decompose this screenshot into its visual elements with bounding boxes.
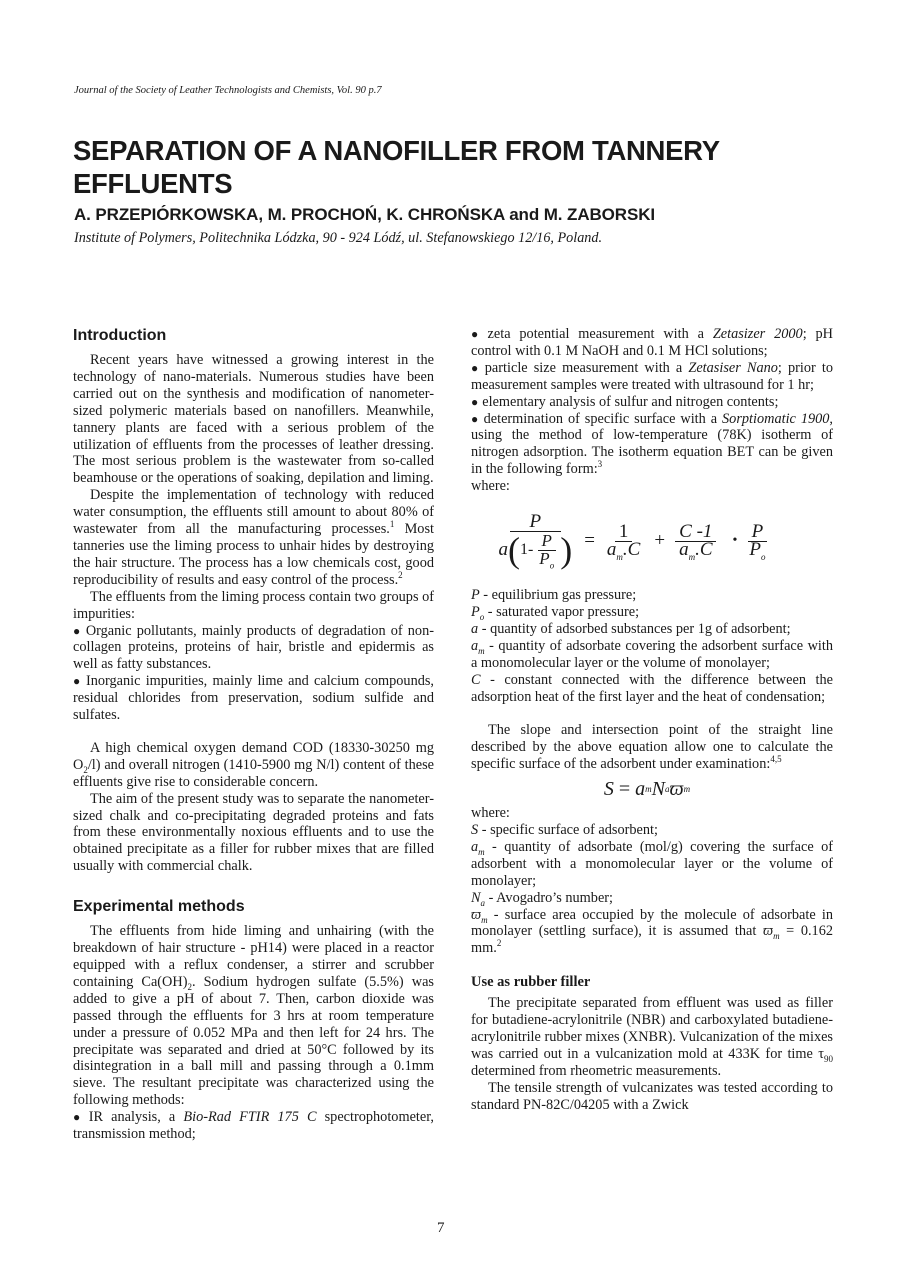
text-run: The effluents from hide liming and unhairing (with the breakdown of hair structure - pH14) were placed in a reactor equipped with a reflux condenser, a stirrer and scrubber containing Ca(OH) <box>73 923 434 990</box>
text-run: Despite the implementation of technology with reduced water consumption, the effluents still amount to about 80% of wastewater from all the manufacturing processes. <box>73 487 434 538</box>
paren-right: ) <box>560 530 573 571</box>
symbol: .C <box>622 538 641 560</box>
subscript: 90 <box>824 1053 833 1064</box>
subscript: 2 <box>83 764 88 775</box>
numerator: P <box>510 514 562 532</box>
text-run: The precipitate separated from effluent was used as filler for butadiene-acrylonitrile (NBR) and carboxylated butadiene-acrylonitrile rubber mixes (XNBR). Vulcanization of the mixes was carried out in a vulcanization mold at 433K for time τ <box>471 995 833 1062</box>
symbol: 1- <box>519 540 534 558</box>
bet-term-2 <box>675 520 716 562</box>
subscript: m <box>478 645 485 656</box>
method-bullet-specific-surface <box>471 411 833 479</box>
bet-definitions <box>471 587 833 705</box>
running-head: Journal of the Society of Leather Technologists and Chemists, Vol. 90 p.7 <box>74 85 382 96</box>
slope-paragraph <box>471 722 833 773</box>
right-column <box>471 326 833 1114</box>
text-run: IR analysis, a <box>88 1109 184 1126</box>
reference-2: 2 <box>496 938 502 949</box>
definition-omega <box>471 907 833 958</box>
article-title: SEPARATION OF A NANOFILLER FROM TANNERY EFFLUENTS <box>73 135 720 199</box>
subscript: m <box>481 914 488 925</box>
text-run: ; pH control with 0.1 M NaOH and 0.1 M HCl solutions; <box>471 326 833 359</box>
subscript: o <box>761 551 766 562</box>
text-run: /l) and overall nitrogen (1410-5900 mg N/l) content of these effluents give rise to considerable concern. <box>73 756 434 790</box>
text-run: A high chemical oxygen demand COD (18330-30250 mg O <box>73 739 434 773</box>
symbol: ϖ <box>471 906 482 923</box>
denominator <box>535 548 558 570</box>
text-run: , using the method of low-temperature (78K) isotherm of nitrogen adsorption. The isotherm equation BET can be given in the following form: <box>471 410 833 478</box>
text-run: spectrophotometer, transmission method; <box>73 1109 435 1143</box>
definition-S <box>471 822 833 839</box>
text-run: Most tanneries use the liming process to unhair hides by destroying the hair structure. The process has a low chemicals cost, good reproducibility of results and easy control of the process. <box>73 521 434 588</box>
definition-am <box>471 638 833 672</box>
page-number: 7 <box>437 1220 445 1236</box>
text-run: The slope and intersection point of the straight line described by the above equation allow one to calculate the specific surface of the adsorbent under examination: <box>471 722 833 773</box>
impurity-bullet-organic: ● Organic pollutants, mainly products of degradation of non-collagen proteins, proteins of hair, bristle and epidermis as well as fatty substances. <box>73 623 434 674</box>
symbol: a <box>679 538 689 560</box>
text-run: determination of specific surface with a <box>483 410 723 427</box>
denominator <box>675 538 716 562</box>
method-bullet-particle-size <box>471 360 833 394</box>
definition-a <box>471 621 833 638</box>
intro-paragraph-3: The effluents from the liming process contain two groups of impurities: <box>73 588 434 622</box>
bet-lhs-fraction <box>494 511 576 571</box>
symbol: a <box>635 777 646 800</box>
paren-left: ( <box>507 530 520 571</box>
symbol: a <box>471 637 479 654</box>
left-column <box>73 326 434 1143</box>
where-label-2: where: <box>471 805 510 822</box>
subscript: a <box>480 897 486 908</box>
subscript: m <box>616 551 623 562</box>
bet-term-1 <box>603 520 644 562</box>
specific-surface-equation: S = a m N a ϖ m <box>603 777 691 800</box>
symbol: P <box>471 603 480 620</box>
bet-equation <box>431 495 833 587</box>
equals-sign: = <box>613 777 636 800</box>
definition-text: - Avogadro’s number; <box>485 889 614 906</box>
definition-text: - specific surface of adsorbent; <box>478 822 658 839</box>
intro-paragraph-1: Recent years have witnessed a growing interest in the technology of nano-materials. Numerous studies have been carried out on the synthesis and modification of nanometer-sized polymeric materials based on nanofillers. Meanwhile, tannery plants are faced with a serious problem of the utilization of effluents from the processes of leather dressing. The most serious problem is the wastewater from so-called beamhouse or the operations of soaking, depilation and liming. <box>73 352 434 487</box>
instrument-name: Bio-Rad FTIR 175 C <box>183 1109 317 1126</box>
denominator <box>603 538 644 562</box>
denominator <box>745 538 769 562</box>
symbol: a <box>471 620 479 637</box>
definition-C <box>471 672 833 706</box>
text-run: zeta potential measurement with a <box>487 326 713 342</box>
symbol: N <box>471 889 481 906</box>
symbol: ϖ <box>669 777 684 800</box>
inner-fraction <box>535 530 558 570</box>
definition-Na <box>471 890 833 907</box>
symbol: a <box>498 538 508 560</box>
symbol: S <box>603 777 614 800</box>
numerator: P <box>748 524 768 542</box>
numerator: C -1 <box>675 524 716 542</box>
definition-text: = 0.162 mm. <box>471 923 833 957</box>
intro-paragraph-2 <box>73 487 434 588</box>
article-authors: A. PRZEPIÓRKOWSKA, M. PROCHOŃ, K. CHROŃSKA and M. ZABORSKI <box>74 205 656 224</box>
reference-2: 2 <box>398 570 403 581</box>
section-heading-rubber-filler: Use as rubber filler <box>471 974 591 991</box>
text-run: ; prior to measurement samples were treated with ultrasound for 1 hr; <box>471 359 833 393</box>
numerator: P <box>538 533 556 551</box>
symbol: a <box>471 838 479 855</box>
symbol: S <box>471 822 479 839</box>
subscript: o <box>479 611 485 622</box>
subscript: m <box>773 931 780 942</box>
method-bullet-zeta <box>471 326 833 360</box>
symbol: P <box>749 538 762 560</box>
instrument-name: Zetasiser Nano <box>688 359 778 376</box>
equals-sign: = <box>584 529 595 551</box>
definition-text: - quantity of adsorbate (mol/g) covering the surface of adsorbent with a monomolecular layer or the volume of monolayer; <box>471 838 833 889</box>
method-bullet-ir <box>73 1109 434 1143</box>
symbol: ϖ <box>762 923 774 940</box>
plus-sign: + <box>654 529 666 551</box>
denominator <box>494 530 576 571</box>
methods-paragraph-1 <box>73 923 434 1109</box>
rubber-paragraph-2: The tensile strength of vulcanizates was tested according to standard PN-82C/04205 with a Zwick <box>471 1079 833 1113</box>
definition-Po <box>471 604 833 621</box>
reference-3: 3 <box>597 459 603 470</box>
subscript: m <box>688 551 696 562</box>
definition-text: - saturated vapor pressure; <box>484 603 640 620</box>
definition-P <box>471 587 833 604</box>
text-run: determined from rheometric measurements. <box>471 1062 722 1079</box>
subscript: m <box>478 846 485 857</box>
reference-1: 1 <box>389 519 395 530</box>
definition-am-2 <box>471 839 833 890</box>
symbol: C <box>471 671 481 688</box>
subscript: 2 <box>187 981 192 992</box>
definition-text: - quantity of adsorbate covering the adsorbent surface with a monomolecular layer or the volume of monolayer; <box>471 637 833 671</box>
definition-text: - surface area occupied by the molecule of adsorbate in monolayer (settling surface), it is assumed that <box>471 906 833 940</box>
subscript: o <box>549 559 555 570</box>
section-heading-introduction: Introduction <box>73 327 167 344</box>
rubber-paragraph-1 <box>471 995 833 1080</box>
instrument-name: Sorptiomatic 1900 <box>722 410 830 427</box>
intro-paragraph-4 <box>73 740 434 791</box>
section-heading-experimental-methods: Experimental methods <box>73 898 245 916</box>
definition-text: - equilibrium gas pressure; <box>479 587 637 604</box>
bet-term-3 <box>745 520 769 562</box>
intro-paragraph-5: The aim of the present study was to separate the nanometer-sized chalk and co-precipitating degraded proteins and fats from these environmentally noxious effluents and to use the obtained precipitate as a filler for rubber mixes that are filled usually with commercial chalk. <box>73 790 434 875</box>
method-bullet-elementary: ● elementary analysis of sulfur and nitrogen contents; <box>471 394 833 411</box>
reference-4-5: 4,5 <box>770 754 782 765</box>
symbol: P <box>539 548 550 568</box>
article-affiliation: Institute of Polymers, Politechnika Lódzka, 90 - 924 Lódź, ul. Stefanowskiego 12/16, Poland. <box>74 230 603 246</box>
definition-text: - constant connected with the difference between the adsorption heat of the first layer and the heat of condensation; <box>471 671 833 705</box>
symbol: N <box>651 777 665 800</box>
symbol: .C <box>695 538 713 560</box>
symbol: P <box>471 587 480 604</box>
numerator: 1 <box>615 524 633 542</box>
definition-text: - quantity of adsorbed substances per 1g of adsorbent; <box>478 620 791 637</box>
instrument-name: Zetasizer 2000 <box>712 326 803 342</box>
where-label: where: <box>471 478 510 495</box>
impurity-bullet-inorganic: ● Inorganic impurities, mainly lime and calcium compounds, residual chlorides from preservation, sodium sulfide and sulfates. <box>73 673 434 724</box>
multiply-dot: • <box>732 532 738 548</box>
symbol: a <box>606 538 617 560</box>
text-run: particle size measurement with a <box>484 359 689 376</box>
text-run: . Sodium hydrogen sulfate (5.5%) was added to give a pH of about 7. Then, carbon dioxide was passed through the effluents for 3 hrs at room temperature under a pressure of 0.052 MPa and then left for 24 hrs. The precipitate was separated and dried at 50°C followed by its disintegration in a ball mill and passing through a 0.1mm sieve. The resultant precipitate was characterized using the following methods: <box>73 973 434 1109</box>
